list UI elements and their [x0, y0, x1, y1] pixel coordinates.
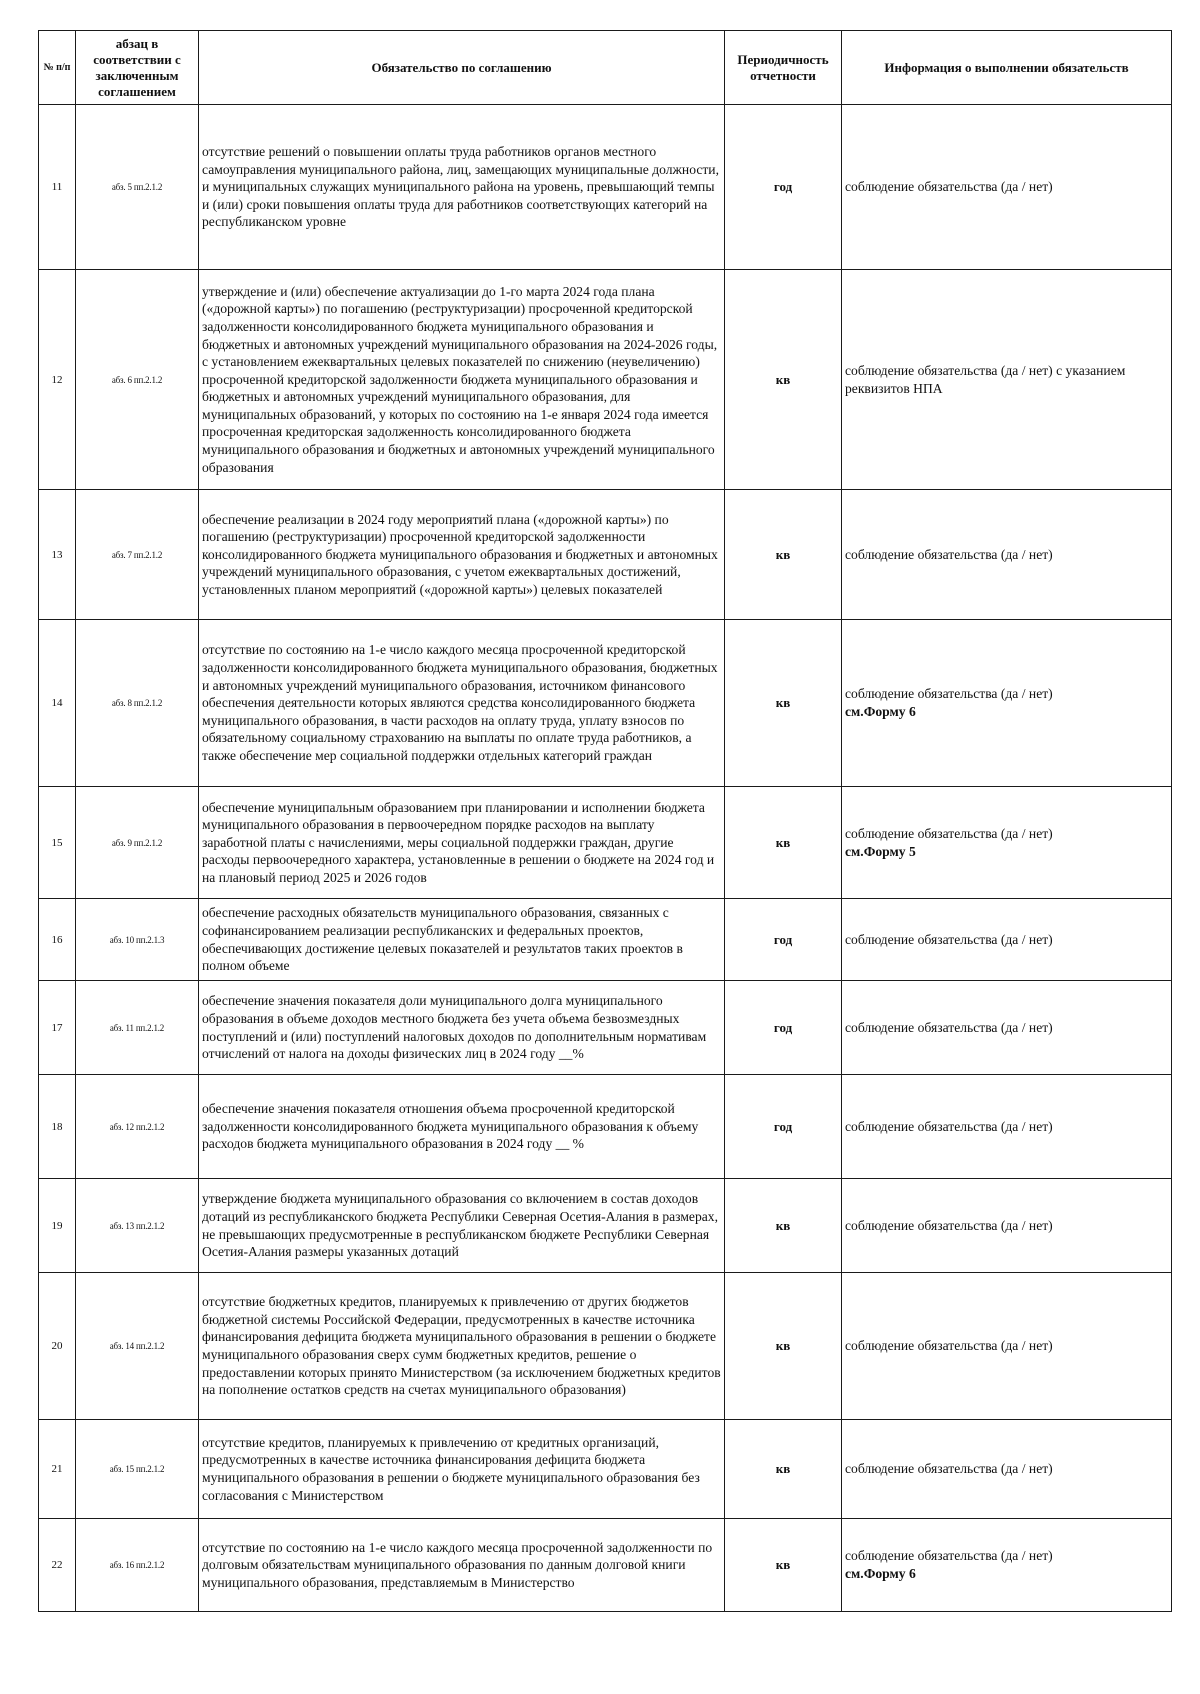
row-clause-ref: абз. 5 пп.2.1.2: [76, 105, 199, 270]
table-row: [39, 620, 1172, 787]
row-obligation-text: отсутствие решений о повышении оплаты труда работников органов местного самоуправления муниципального района, лиц, замещающих муниципальные должности, и муниципальных служащих муниципального района на уровень, превышающий темпы и (или) сроки повышения оплаты труда для работников соответствующих категорий на республиканском уровне: [199, 105, 725, 270]
row-info-status: соблюдение обязательства (да / нет): [845, 1217, 1053, 1233]
row-info: [842, 1075, 1172, 1179]
table-row: [39, 1273, 1172, 1420]
row-obligation-text: отсутствие кредитов, планируемых к привлечению от кредитных организаций, предусмотренных в качестве источника финансирования дефицита бюджета муниципального образования в решении о бюджете муниципального образования без согласования с Министерством: [199, 1420, 725, 1519]
row-number: 20: [39, 1273, 76, 1420]
table-body: [39, 105, 1172, 1612]
row-number: 11: [39, 105, 76, 270]
row-info: [842, 981, 1172, 1075]
table-row: [39, 899, 1172, 981]
header-row: [39, 31, 1172, 105]
row-number: 14: [39, 620, 76, 787]
row-number: 12: [39, 270, 76, 490]
row-period: год: [725, 981, 842, 1075]
row-obligation-text: отсутствие по состоянию на 1-е число каждого месяца просроченной кредиторской задолженности консолидированного бюджета муниципального образования, бюджетных и автономных учреждений муниципального образования, источником финансового обеспечения деятельности которых являются средства консолидированного бюджета муниципального образования, в части расходов на оплату труда, уплату взносов по обязательному социальному страхованию на выплаты по оплате труда работников, а также обеспечение мер социальной поддержки отдельных категорий граждан: [199, 620, 725, 787]
row-clause-ref: абз. 12 пп.2.1.2: [76, 1075, 199, 1179]
row-clause-ref: абз. 16 пп.2.1.2: [76, 1519, 199, 1612]
row-info-status: соблюдение обязательства (да / нет): [845, 1118, 1053, 1134]
row-info: [842, 1420, 1172, 1519]
row-period: кв: [725, 1420, 842, 1519]
row-clause-ref: абз. 10 пп.2.1.3: [76, 899, 199, 981]
row-obligation-text: обеспечение значения показателя отношения объема просроченной кредиторской задолженности консолидированного бюджета муниципального образования к объему расходов бюджета муниципального образования в 2024 году __ %: [199, 1075, 725, 1179]
row-obligation-text: отсутствие по состоянию на 1-е число каждого месяца просроченной задолженности по долговым обязательствам муниципального образования по данным долговой книги муниципального образования, представляемым в Министерство: [199, 1519, 725, 1612]
row-clause-ref: абз. 7 пп.2.1.2: [76, 490, 199, 620]
row-info-status: соблюдение обязательства (да / нет): [845, 179, 1053, 195]
row-info-status: соблюдение обязательства (да / нет): [845, 686, 1053, 702]
row-obligation-text: обеспечение муниципальным образованием при планировании и исполнении бюджета муниципального образования в первоочередном порядке расходов на выплату заработной платы с начислениями, меры социальной поддержки граждан, другие расходы первоочередного характера, установленные в решении о бюджете на 2024 год и на плановый период 2025 и 2026 годов: [199, 787, 725, 899]
row-info: [842, 270, 1172, 490]
table-row: [39, 1420, 1172, 1519]
row-number: 22: [39, 1519, 76, 1612]
table-row: [39, 105, 1172, 270]
row-clause-ref: абз. 13 пп.2.1.2: [76, 1179, 199, 1273]
row-info-status: соблюдение обязательства (да / нет): [845, 1548, 1053, 1564]
header-num: № п/п: [39, 31, 76, 105]
row-period: кв: [725, 787, 842, 899]
row-clause-ref: абз. 6 пп.2.1.2: [76, 270, 199, 490]
table-row: [39, 1519, 1172, 1612]
row-info-status: соблюдение обязательства (да / нет) с указанием реквизитов НПА: [845, 362, 1126, 396]
table-row: [39, 787, 1172, 899]
row-period: кв: [725, 490, 842, 620]
row-number: 18: [39, 1075, 76, 1179]
row-period: год: [725, 899, 842, 981]
row-info-status: соблюдение обязательства (да / нет): [845, 825, 1053, 841]
row-info: [842, 899, 1172, 981]
row-info-form-ref: см.Форму 6: [845, 1566, 916, 1581]
table-row: [39, 1179, 1172, 1273]
row-obligation-text: обеспечение реализации в 2024 году мероприятий плана («дорожной карты») по погашению (реструктуризации) просроченной кредиторской задолженности консолидированного бюджета муниципального образования и бюджетных и автономных учреждений муниципального образования, с учетом ежеквартальных достижений, установленных планом мероприятий («дорожной карты») целевых показателей: [199, 490, 725, 620]
row-period: год: [725, 105, 842, 270]
row-info-status: соблюдение обязательства (да / нет): [845, 1461, 1053, 1477]
row-period: год: [725, 1075, 842, 1179]
row-obligation-text: обеспечение расходных обязательств муниципального образования, связанных с софинансированием реализации республиканских и федеральных проектов, обеспечивающих достижение целевых показателей и результатов таких проектов в полном объеме: [199, 899, 725, 981]
table-row: [39, 1075, 1172, 1179]
row-info: [842, 787, 1172, 899]
row-number: 19: [39, 1179, 76, 1273]
row-info: [842, 1273, 1172, 1420]
row-number: 13: [39, 490, 76, 620]
row-obligation-text: утверждение бюджета муниципального образования со включением в состав доходов дотаций из республиканского бюджета Республики Северная Осетия-Алания в размерах, не превышающих предусмотренные в республиканском бюджете Республики Северная Осетия-Алания размеры указанных дотаций: [199, 1179, 725, 1273]
row-info-status: соблюдение обязательства (да / нет): [845, 1019, 1053, 1035]
header-info: Информация о выполнении обязательств: [842, 31, 1172, 105]
table-row: [39, 981, 1172, 1075]
row-number: 21: [39, 1420, 76, 1519]
row-number: 17: [39, 981, 76, 1075]
row-info-form-ref: см.Форму 5: [845, 843, 916, 859]
row-number: 15: [39, 787, 76, 899]
obligations-table: [38, 30, 1172, 1612]
row-period: кв: [725, 1179, 842, 1273]
row-info-status: соблюдение обязательства (да / нет): [845, 931, 1053, 947]
row-obligation-text: отсутствие бюджетных кредитов, планируемых к привлечению от других бюджетов бюджетной системы Российской Федерации, предусмотренных в качестве источника финансирования дефицита бюджета муниципального образования в решении о бюджете муниципального образования сверх сумм бюджетных кредитов, решение о предоставлении которых принято Министерством (за исключением бюджетных кредитов на пополнение остатков средств на счетах муниципального образования): [199, 1273, 725, 1420]
row-period: кв: [725, 1519, 842, 1612]
row-clause-ref: абз. 14 пп.2.1.2: [76, 1273, 199, 1420]
row-info: [842, 105, 1172, 270]
header-ref: абзац в соответствии с заключенным соглашением: [76, 31, 199, 105]
row-clause-ref: абз. 11 пп.2.1.2: [76, 981, 199, 1075]
row-number: 16: [39, 899, 76, 981]
row-period: кв: [725, 620, 842, 787]
row-obligation-text: утверждение и (или) обеспечение актуализации до 1-го марта 2024 года плана («дорожной карты») по погашению (реструктуризации) просроченной кредиторской задолженности консолидированного бюджета муниципального образования и бюджетных и автономных учреждений муниципального образования на 2024-2026 годы, с установлением ежеквартальных целевых показателей по снижению (неувеличению) просроченной кредиторской задолженности бюджета муниципального образования и бюджетных и автономных учреждений муниципального образования, для муниципальных образований, у которых по состоянию на 1-е января 2024 года имеется просроченная кредиторская задолженность консолидированного бюджета муниципального образования и бюджетных и автономных учреждений муниципального образования: [199, 270, 725, 490]
row-info-status: соблюдение обязательства (да / нет): [845, 546, 1053, 562]
row-info-form-ref: см.Форму 6: [845, 704, 916, 719]
row-clause-ref: абз. 9 пп.2.1.2: [76, 787, 199, 899]
row-period: кв: [725, 1273, 842, 1420]
row-clause-ref: абз. 15 пп.2.1.2: [76, 1420, 199, 1519]
row-info: [842, 1179, 1172, 1273]
header-obligation: Обязательство по соглашению: [199, 31, 725, 105]
row-info-status: соблюдение обязательства (да / нет): [845, 1338, 1053, 1354]
row-info: [842, 490, 1172, 620]
row-obligation-text: обеспечение значения показателя доли муниципального долга муниципального образования в объеме доходов местного бюджета без учета объема безвозмездных поступлений и (или) поступлений налоговых доходов по дополнительным нормативам отчислений от налога на доходы физических лиц в 2024 году __%: [199, 981, 725, 1075]
row-info: [842, 620, 1172, 787]
table-row: [39, 270, 1172, 490]
row-period: кв: [725, 270, 842, 490]
row-clause-ref: абз. 8 пп.2.1.2: [76, 620, 199, 787]
table-row: [39, 490, 1172, 620]
row-info: [842, 1519, 1172, 1612]
header-period: Периодичность отчетности: [725, 31, 842, 105]
